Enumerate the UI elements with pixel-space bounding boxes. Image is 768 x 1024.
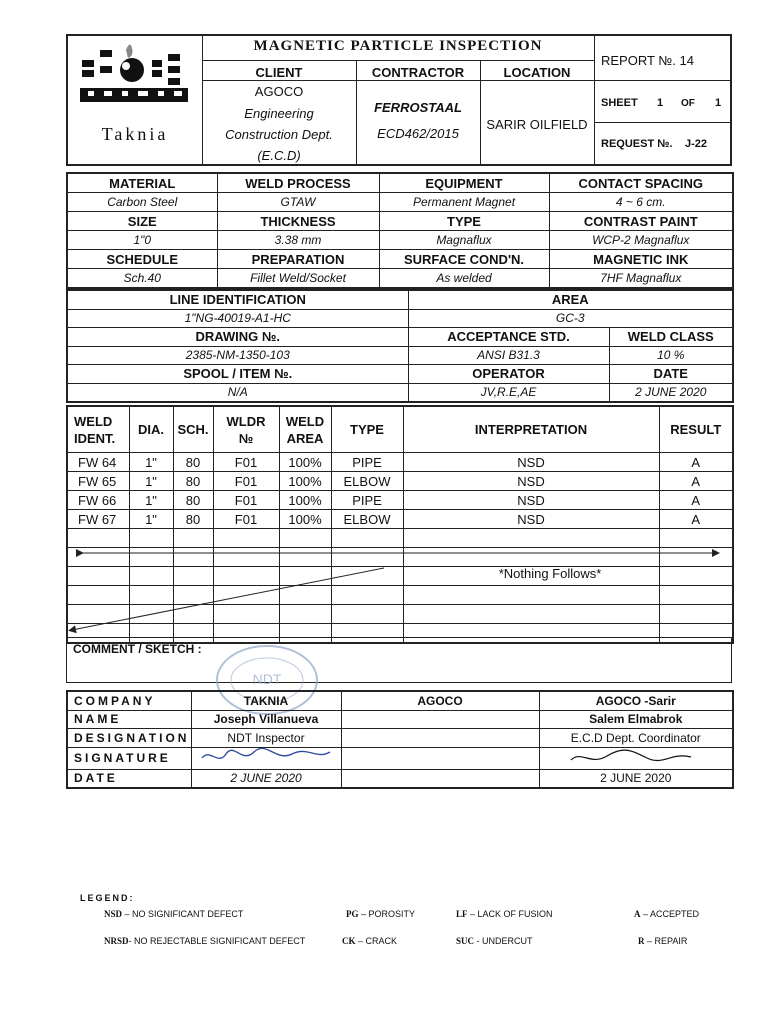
taknia-logo-icon: [68, 36, 202, 136]
spool-value: N/A: [67, 383, 408, 402]
weld-cell: F01: [213, 491, 279, 510]
material-value: 1"0: [67, 231, 217, 250]
contractor-col-header: CONTRACTOR: [371, 65, 465, 80]
material-label: SURFACE COND'N.: [379, 250, 549, 269]
date-inspector: 2 JUNE 2020: [191, 769, 341, 788]
area-label: AREA: [408, 290, 733, 309]
line-id-label: LINE IDENTIFICATION: [67, 290, 408, 309]
name-agoco: [341, 710, 539, 729]
material-label: SCHEDULE: [67, 250, 217, 269]
acceptance-value: ANSI B31.3: [408, 346, 609, 365]
comment-sketch-box: [66, 637, 732, 683]
report-number: REPORT №. 14: [601, 53, 694, 68]
location-col-header: LOCATION: [503, 65, 571, 80]
weld-class-value: 10 %: [609, 346, 733, 365]
weld-col-header: INTERPRETATION: [403, 406, 659, 453]
company-taknia: TAKNIA: [191, 691, 341, 710]
signature-coordinator: [539, 747, 733, 769]
materials-table: [66, 172, 734, 289]
date-row-label: DATE: [67, 769, 191, 788]
operator-label: OPERATOR: [408, 365, 609, 384]
designation-agoco: [341, 729, 539, 748]
header-report-info: [594, 36, 731, 164]
report-title: MAGNETIC PARTICLE INSPECTION: [253, 38, 543, 54]
sheet-label: SHEET: [601, 97, 638, 109]
weld-cell: 80: [173, 491, 213, 510]
material-label: WELD PROCESS: [217, 173, 379, 193]
material-value: 3.38 mm: [217, 231, 379, 250]
location-value: SARIR OILFIELD: [486, 117, 588, 132]
material-value: Permanent Magnet: [379, 193, 549, 212]
weld-cell: PIPE: [331, 453, 403, 472]
header-center: [202, 36, 594, 164]
weld-cell: 100%: [279, 510, 331, 529]
stamp-text: NDT: [252, 671, 282, 687]
weld-cell: 80: [173, 472, 213, 491]
legend: [80, 893, 720, 963]
weld-cell: F01: [213, 453, 279, 472]
weld-cell: A: [659, 491, 733, 510]
operator-value: JV,R.E,AE: [408, 383, 609, 402]
material-label: THICKNESS: [217, 212, 379, 231]
weld-cell: NSD: [403, 491, 659, 510]
material-value: GTAW: [217, 193, 379, 212]
client-dept-line1: Engineering: [244, 106, 314, 121]
comment-label: COMMENT / SKETCH :: [73, 642, 202, 656]
weld-cell: 100%: [279, 472, 331, 491]
weld-cell: A: [659, 472, 733, 491]
signature-label: SIGNATURE: [67, 747, 191, 769]
line-id-value: 1"NG-40019-A1-HC: [67, 309, 408, 328]
legend-pg: PG – POROSITY: [346, 909, 416, 919]
request-value: J-22: [685, 138, 708, 150]
acceptance-label: ACCEPTANCE STD.: [408, 328, 609, 347]
weld-cell: FW 66: [67, 491, 129, 510]
weld-cell: 80: [173, 510, 213, 529]
weld-cell: F01: [213, 510, 279, 529]
logo-text: Taknia: [101, 124, 169, 144]
contractor-ref: ECD462/2015: [377, 126, 459, 141]
date-label: DATE: [609, 365, 733, 384]
legend-title: LEGEND:: [80, 893, 135, 903]
sheet-number: 1: [657, 97, 664, 109]
name-label: NAME: [67, 710, 191, 729]
weld-cell: NSD: [403, 510, 659, 529]
nothing-follows: *Nothing Follows*: [498, 566, 602, 581]
legend-r: R – REPAIR: [638, 936, 688, 946]
weld-col-header: RESULT: [659, 406, 733, 453]
material-label: CONTRAST PAINT: [549, 212, 733, 231]
weld-row: [67, 491, 733, 510]
weld-cell: PIPE: [331, 491, 403, 510]
signature-coordinator-icon: [551, 748, 721, 766]
legend-nsd: NSD – NO SIGNIFICANT DEFECT: [104, 909, 244, 919]
sheet-of: OF: [681, 98, 695, 109]
client-dept-line2: Construction Dept.: [225, 127, 333, 142]
weld-cell: 100%: [279, 453, 331, 472]
signature-agoco: [341, 747, 539, 769]
signature-inspector-icon: [196, 748, 336, 766]
material-value: Fillet Weld/Socket: [217, 269, 379, 289]
weld-cell: F01: [213, 472, 279, 491]
legend-nrsd: NRSD- NO REJECTABLE SIGNIFICANT DEFECT: [104, 936, 306, 946]
weld-cell: 1": [129, 491, 173, 510]
weld-col-header: WLDR №: [213, 406, 279, 453]
name-inspector: Joseph Villanueva: [191, 710, 341, 729]
material-label: SIZE: [67, 212, 217, 231]
weld-col-header: TYPE: [331, 406, 403, 453]
weld-cell: FW 65: [67, 472, 129, 491]
weld-class-label: WELD CLASS: [609, 328, 733, 347]
weld-row: [67, 453, 733, 472]
weld-cell: FW 64: [67, 453, 129, 472]
designation-label: DESIGNATION: [67, 729, 191, 748]
date-coordinator: 2 JUNE 2020: [539, 769, 733, 788]
material-label: MAGNETIC INK: [549, 250, 733, 269]
signature-inspector: [191, 747, 341, 769]
weld-col-header: WELD IDENT.: [67, 406, 129, 453]
area-value: GC-3: [408, 309, 733, 328]
client-col-header: CLIENT: [255, 65, 303, 80]
weld-col-header: SCH.: [173, 406, 213, 453]
legend-suc: SUC - UNDERCUT: [456, 936, 533, 946]
weld-cell: A: [659, 453, 733, 472]
weld-cell: ELBOW: [331, 472, 403, 491]
weld-cell: FW 67: [67, 510, 129, 529]
company-logo: [68, 36, 203, 164]
weld-cell: NSD: [403, 453, 659, 472]
weld-row: [67, 472, 733, 491]
material-label: PREPARATION: [217, 250, 379, 269]
company-agoco: AGOCO: [341, 691, 539, 710]
weld-cell: 100%: [279, 491, 331, 510]
date-value: 2 JUNE 2020: [609, 383, 733, 402]
signoff-table: [66, 690, 734, 789]
drawing-label: DRAWING №.: [67, 328, 408, 347]
drawing-value: 2385-NM-1350-103: [67, 346, 408, 365]
material-label: CONTACT SPACING: [549, 173, 733, 193]
spool-label: SPOOL / ITEM №.: [67, 365, 408, 384]
company-label: COMPANY: [67, 691, 191, 710]
sheet-total: 1: [715, 97, 722, 109]
material-value: 4 ~ 6 cm.: [549, 193, 733, 212]
client-dept-line3: (E.C.D): [257, 148, 301, 163]
void-lines: [66, 540, 732, 635]
material-label: MATERIAL: [67, 173, 217, 193]
material-value: Carbon Steel: [67, 193, 217, 212]
material-value: WCP-2 Magnaflux: [549, 231, 733, 250]
report-header: [66, 34, 732, 166]
weld-cell: 1": [129, 453, 173, 472]
legend-a: A – ACCEPTED: [634, 909, 700, 919]
line-info-table: [66, 289, 734, 403]
company-agoco-sarir: AGOCO -Sarir: [539, 691, 733, 710]
weld-cell: ELBOW: [331, 510, 403, 529]
weld-row: [67, 510, 733, 529]
weld-col-header: DIA.: [129, 406, 173, 453]
weld-cell: NSD: [403, 472, 659, 491]
weld-col-header: WELD AREA: [279, 406, 331, 453]
material-label: TYPE: [379, 212, 549, 231]
material-value: As welded: [379, 269, 549, 289]
material-value: 7HF Magnaflux: [549, 269, 733, 289]
date-agoco: [341, 769, 539, 788]
designation-coordinator: E.C.D Dept. Coordinator: [539, 729, 733, 748]
material-value: Magnaflux: [379, 231, 549, 250]
designation-inspector: NDT Inspector: [191, 729, 341, 748]
legend-lf: LF – LACK OF FUSION: [456, 909, 553, 919]
weld-cell: A: [659, 510, 733, 529]
client-name: AGOCO: [254, 84, 304, 99]
name-coordinator: Salem Elmabrok: [539, 710, 733, 729]
legend-ck: CK – CRACK: [342, 936, 398, 946]
weld-cell: 1": [129, 510, 173, 529]
contractor-name: FERROSTAAL: [374, 100, 462, 115]
request-label: REQUEST №.: [601, 138, 673, 150]
weld-cell: 80: [173, 453, 213, 472]
material-value: Sch.40: [67, 269, 217, 289]
weld-cell: 1": [129, 472, 173, 491]
material-label: EQUIPMENT: [379, 173, 549, 193]
